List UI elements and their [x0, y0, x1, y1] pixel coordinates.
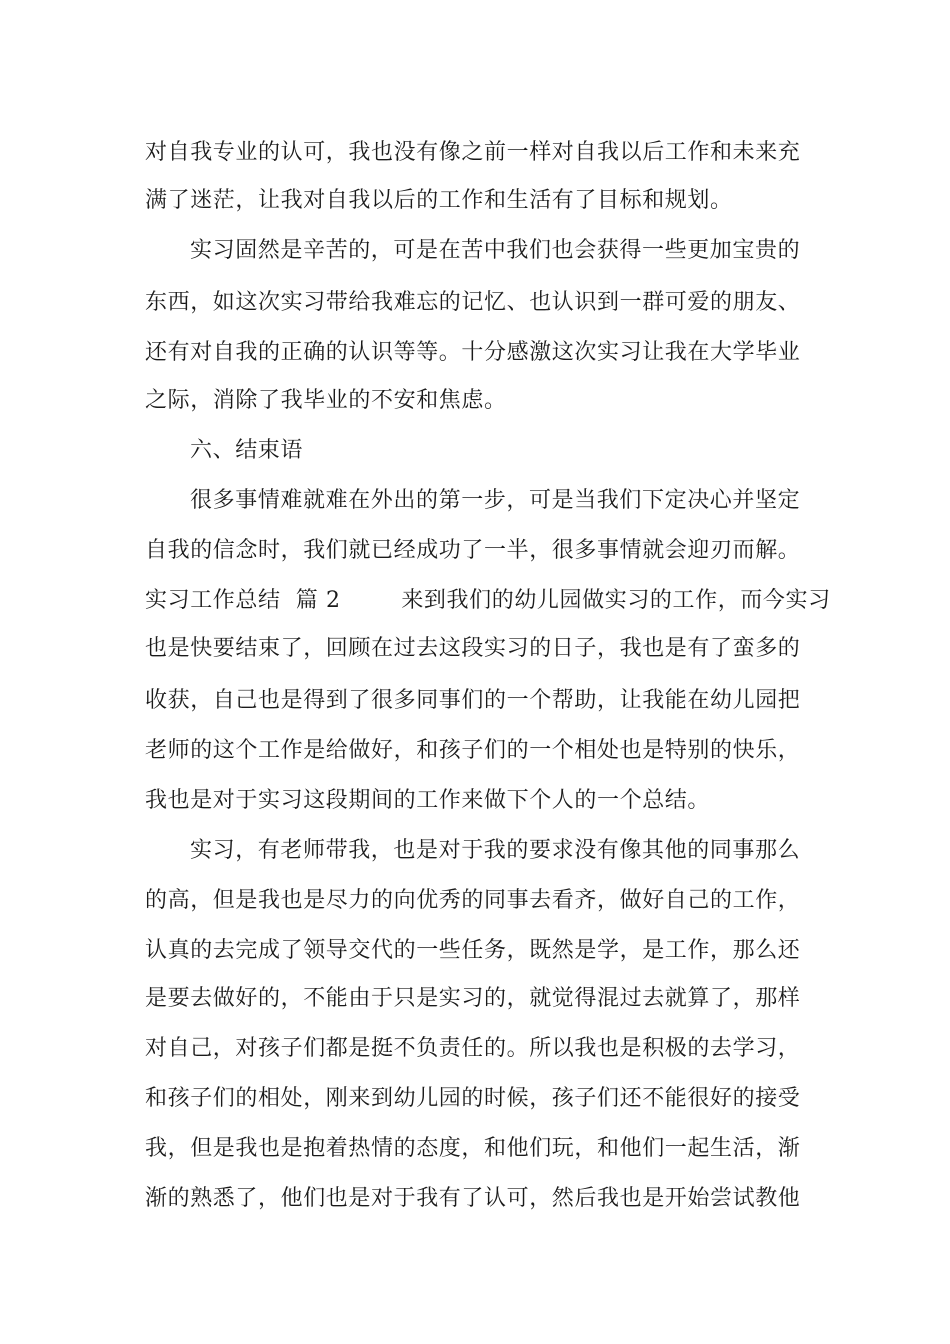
paragraph-start-line: 很多事情难就难在外出的第一步，可是当我们下定决心并坚定: [190, 488, 801, 513]
text-line: 也是快要结束了，回顾在过去这段实习的日子，我也是有了蛮多的: [145, 636, 801, 661]
text-line: 老师的这个工作是给做好，和孩子们的一个相处也是特别的快乐，: [145, 738, 801, 763]
text-line: 自我的信念时，我们就已经成功了一半，很多事情就会迎刃而解。: [145, 538, 801, 563]
article-title-line: 实习工作总结 篇 2 来到我们的幼儿园做实习的工作，而今实习: [145, 588, 831, 613]
text-line: 认真的去完成了领导交代的一些任务，既然是学，是工作，那么还: [145, 938, 801, 963]
text-line: 对自我专业的认可，我也没有像之前一样对自我以后工作和未来充: [145, 140, 801, 165]
text-line: 收获，自己也是得到了很多同事们的一个帮助，让我能在幼儿园把: [145, 688, 801, 713]
text-line: 渐的熟悉了，他们也是对于我有了认可，然后我也是开始尝试教他: [145, 1186, 801, 1211]
text-line: 满了迷茫，让我对自我以后的工作和生活有了目标和规划。: [145, 188, 733, 213]
text-line: 我，但是我也是抱着热情的态度，和他们玩，和他们一起生活，渐: [145, 1136, 801, 1161]
text-line: 对自己，对孩子们都是挺不负责任的。所以我也是积极的去学习，: [145, 1036, 801, 1061]
text-line: 我也是对于实习这段期间的工作来做下个人的一个总结。: [145, 788, 711, 813]
section-heading: 六、结束语: [190, 438, 304, 463]
text-line: 和孩子们的相处，刚来到幼儿园的时候，孩子们还不能很好的接受: [145, 1086, 801, 1111]
paragraph-start-line: 实习，有老师带我，也是对于我的要求没有像其他的同事那么: [190, 838, 801, 863]
text-line: 的高，但是我也是尽力的向优秀的同事去看齐，做好自己的工作，: [145, 888, 801, 913]
paragraph-start-line: 实习固然是辛苦的，可是在苦中我们也会获得一些更加宝贵的: [190, 238, 801, 263]
text-line: 东西，如这次实习带给我难忘的记忆、也认识到一群可爱的朋友、: [145, 290, 801, 315]
text-line: 之际，消除了我毕业的不安和焦虑。: [145, 388, 507, 413]
text-line: 是要去做好的，不能由于只是实习的，就觉得混过去就算了，那样: [145, 986, 801, 1011]
text-line: 还有对自我的正确的认识等等。十分感激这次实习让我在大学毕业: [145, 340, 801, 365]
